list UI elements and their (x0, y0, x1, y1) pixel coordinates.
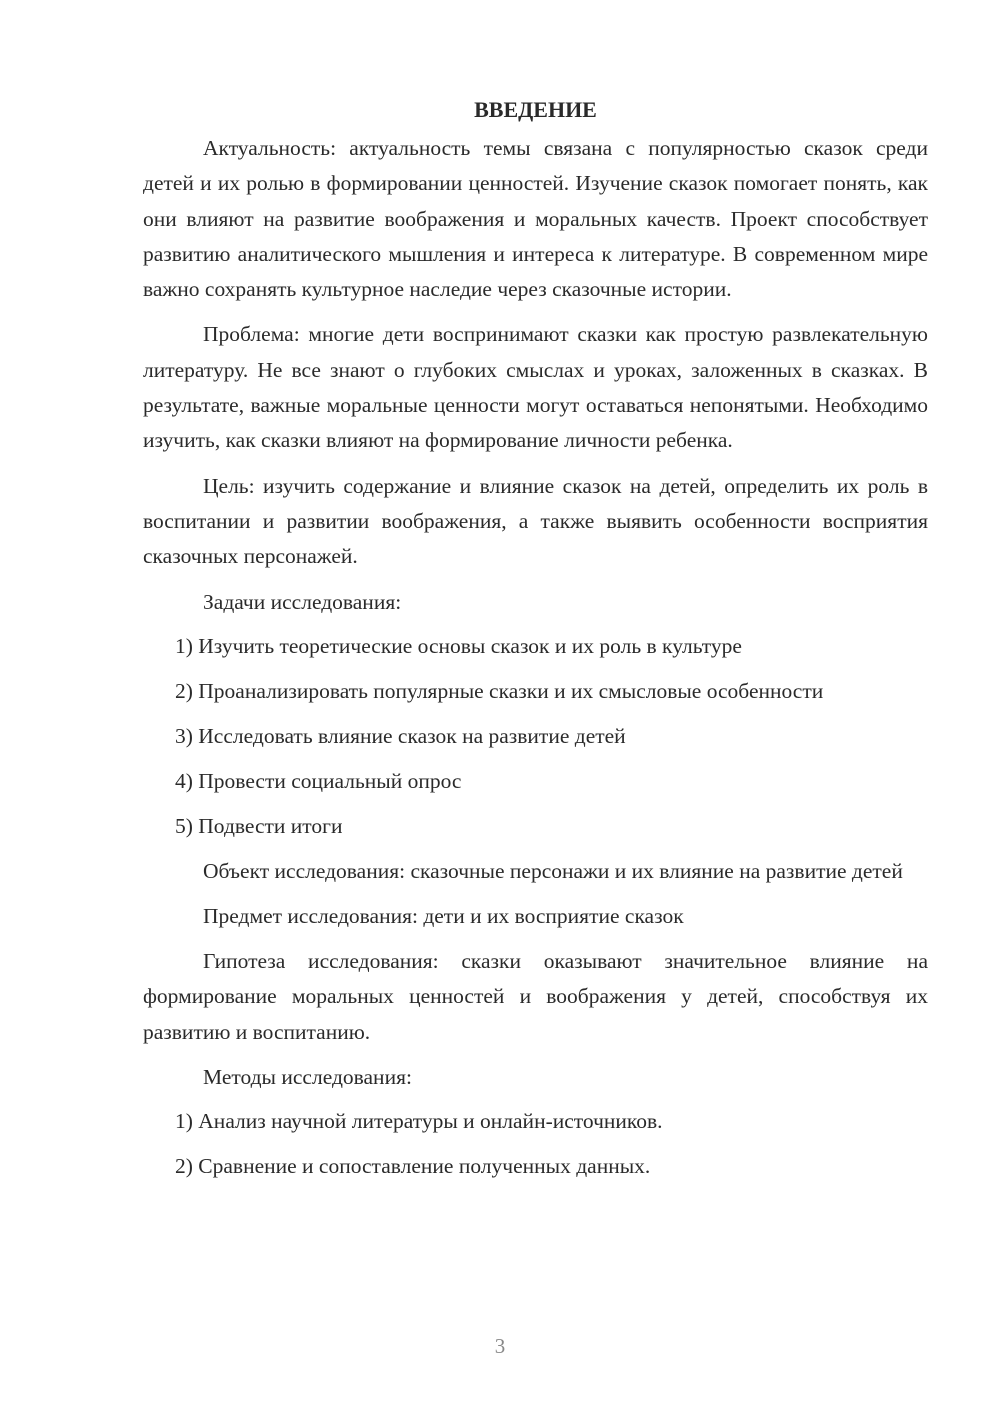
list-item: 1) Изучить теоретические основы сказок и их роль в культуре (175, 633, 742, 658)
list-item: 2) Сравнение и сопоставление полученных данных. (175, 1154, 651, 1179)
list-item: 5) Подвести итоги (175, 813, 343, 838)
relevance-paragraph: Актуальность: актуальность темы связана с популярностью сказок среди детей и их ролью в формировании ценностей. Изучение сказок помогает понять, как они влияют на развитие воображения и моральных качеств. Проект способствует развитию аналитического мышления и интереса к литературе. В современном мире важно сохранять культурное наследие через сказочные истории. (143, 136, 928, 302)
methods-label: Методы исследования: (203, 1065, 412, 1090)
tasks-list (143, 629, 928, 844)
page-number: 3 (494, 1334, 506, 1358)
list-item: 4) Провести социальный опрос (175, 768, 462, 793)
list-item: 2) Проанализировать популярные сказки и их смысловые особенности (175, 678, 824, 703)
object-paragraph: Объект исследования: сказочные персонажи и их влияние на развитие детей (203, 858, 903, 883)
methods-list (143, 1104, 928, 1184)
document-page (143, 92, 928, 1194)
list-item: 1) Анализ научной литературы и онлайн-источников. (175, 1109, 663, 1134)
subject-paragraph: Предмет исследования: дети и их восприятие сказок (203, 903, 684, 928)
goal-paragraph: Цель: изучить содержание и влияние сказок на детей, определить их роль в воспитании и развитии воображения, а также выявить особенности восприятия сказочных персонажей. (143, 473, 928, 569)
hypothesis-paragraph: Гипотеза исследования: сказки оказывают значительное влияние на формирование моральных ценностей и воображения у детей, способствуя их развитию и воспитанию. (143, 949, 928, 1044)
page-title: ВВЕДЕНИЕ (474, 97, 597, 122)
tasks-label: Задачи исследования: (203, 589, 402, 614)
problem-paragraph: Проблема: многие дети воспринимают сказки как простую развлекательную литературу. Не все знают о глубоких смыслах и уроках, заложенных в сказках. В результате, важные моральные ценности могут оставаться непонятыми. Необходимо изучить, как сказки влияют на формирование личности ребенка. (143, 322, 928, 453)
list-item: 3) Исследовать влияние сказок на развитие детей (175, 723, 626, 748)
